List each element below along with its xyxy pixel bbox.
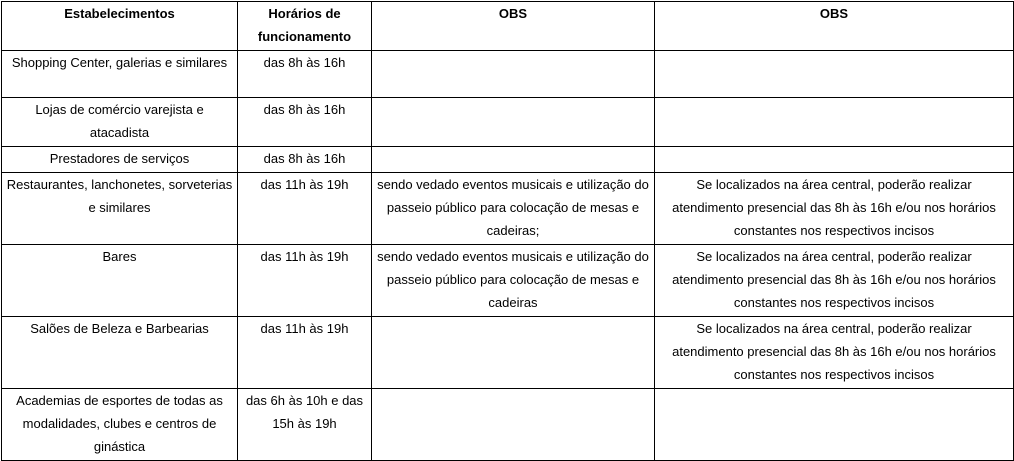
table-row	[2, 245, 1014, 317]
cell-hours: das 8h às 16h	[238, 147, 372, 173]
cell-hours: das 11h às 19h	[238, 317, 372, 389]
cell-obs-1: sendo vedado eventos musicais e utilização do passeio público para colocação de mesas e cadeiras	[372, 245, 655, 317]
cell-obs-2	[655, 51, 1014, 98]
header-obs-2: OBS	[655, 2, 1014, 51]
table-row	[2, 51, 1014, 98]
cell-obs-1	[372, 389, 655, 461]
cell-hours: das 8h às 16h	[238, 51, 372, 98]
header-establishments: Estabelecimentos	[2, 2, 238, 51]
cell-establishment: Restaurantes, lanchonetes, sorveterias e similares	[2, 173, 238, 245]
cell-establishment: Academias de esportes de todas as modalidades, clubes e centros de ginástica	[2, 389, 238, 461]
cell-establishment: Bares	[2, 245, 238, 317]
cell-obs-2: Se localizados na área central, poderão realizar atendimento presencial das 8h às 16h e/ou nos horários constantes nos respectivos incisos	[655, 173, 1014, 245]
cell-hours: das 6h às 10h e das 15h às 19h	[238, 389, 372, 461]
cell-hours: das 11h às 19h	[238, 173, 372, 245]
table-row	[2, 98, 1014, 147]
header-obs-1: OBS	[372, 2, 655, 51]
cell-obs-2: Se localizados na área central, poderão realizar atendimento presencial das 8h às 16h e/ou nos horários constantes nos respectivos incisos	[655, 245, 1014, 317]
cell-hours: das 11h às 19h	[238, 245, 372, 317]
cell-establishment: Prestadores de serviços	[2, 147, 238, 173]
cell-obs-1	[372, 51, 655, 98]
table-row	[2, 389, 1014, 461]
table-header-row	[2, 2, 1014, 51]
cell-obs-1	[372, 317, 655, 389]
cell-obs-1	[372, 98, 655, 147]
cell-obs-1: sendo vedado eventos musicais e utilização do passeio público para colocação de mesas e cadeiras;	[372, 173, 655, 245]
cell-establishment: Salões de Beleza e Barbearias	[2, 317, 238, 389]
cell-hours: das 8h às 16h	[238, 98, 372, 147]
header-opening-hours: Horários de funcionamento	[238, 2, 372, 51]
table-row	[2, 147, 1014, 173]
opening-hours-table	[1, 1, 1014, 461]
cell-establishment: Lojas de comércio varejista e atacadista	[2, 98, 238, 147]
cell-obs-2	[655, 98, 1014, 147]
table-row	[2, 317, 1014, 389]
table-row	[2, 173, 1014, 245]
cell-obs-2	[655, 147, 1014, 173]
cell-obs-2	[655, 389, 1014, 461]
cell-establishment: Shopping Center, galerias e similares	[2, 51, 238, 98]
cell-obs-1	[372, 147, 655, 173]
cell-obs-2: Se localizados na área central, poderão realizar atendimento presencial das 8h às 16h e/ou nos horários constantes nos respectivos incisos	[655, 317, 1014, 389]
